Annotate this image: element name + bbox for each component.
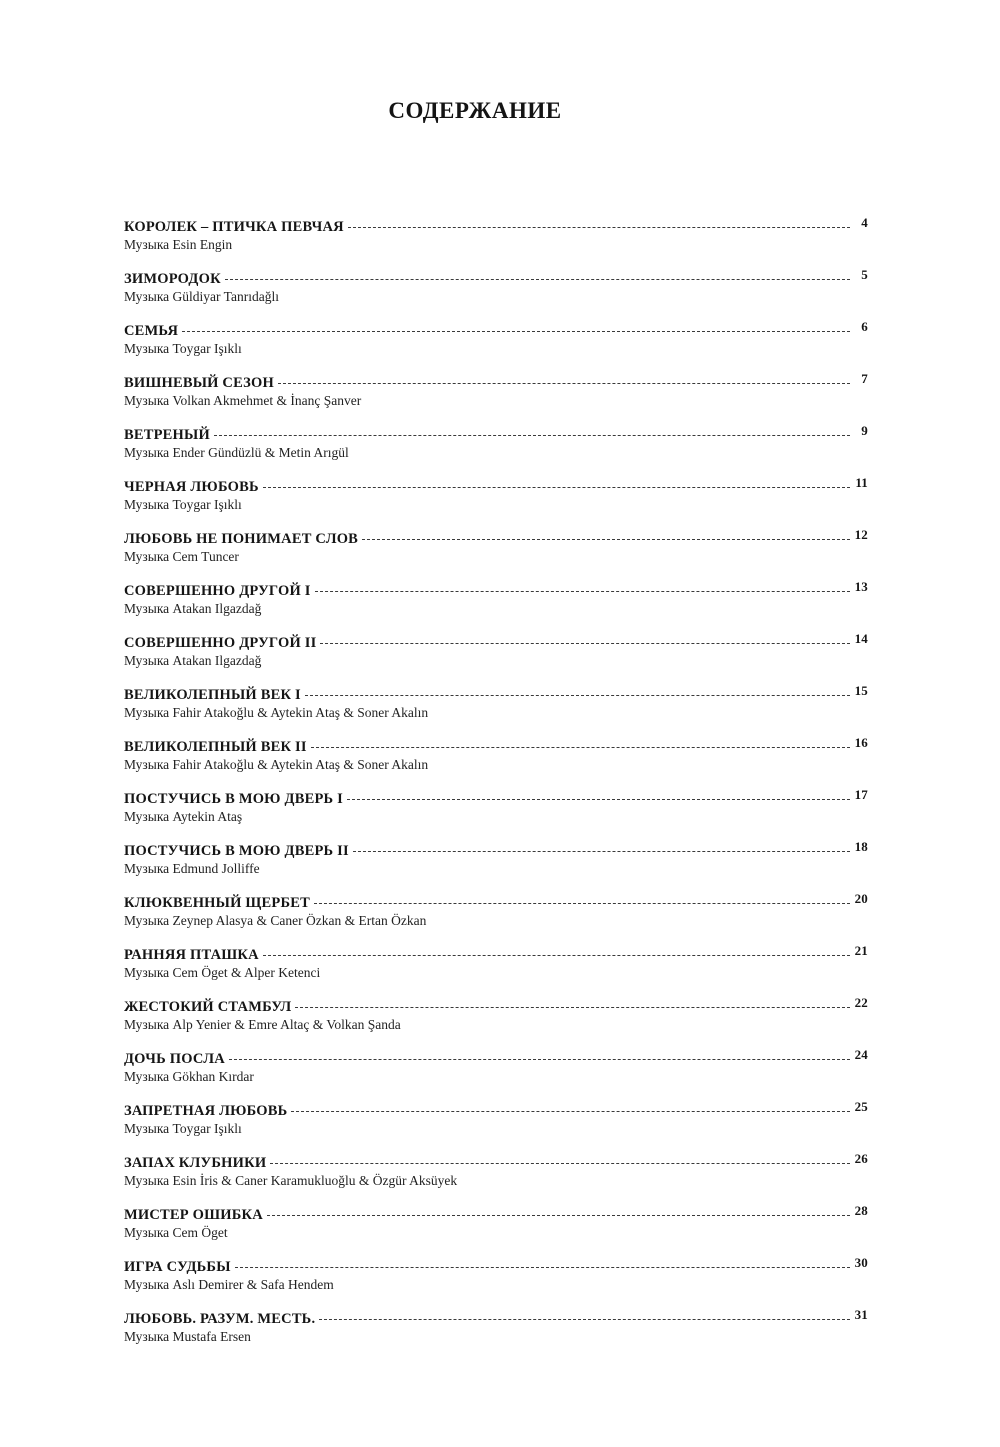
toc-entry-line [124,319,868,340]
toc-entry-page: 30 [854,1255,868,1270]
toc-entry-title: МИСТЕР ОШИБКА [124,1207,263,1223]
toc-entry-composer: Музыка Esin Engin [124,237,233,252]
toc-entry-page: 16 [854,735,868,750]
toc-entry [124,735,868,790]
dotted-leader [278,382,850,384]
toc-entry-composer: Музыка Toygar Işıklı [124,497,242,512]
toc-entry-page: 22 [854,995,868,1010]
toc-entry-line [124,735,868,756]
toc-entry-composer: Музыка Esin İris & Caner Karamukluoğlu & Özgür Aksüyek [124,1173,458,1188]
dotted-leader [214,434,850,436]
toc-entry-title: ЗИМОРОДОК [124,271,221,287]
dotted-leader [235,1266,850,1268]
toc-entry [124,891,868,946]
toc-entry-title: ВЕЛИКОЛЕПНЫЙ ВЕК II [124,739,307,755]
toc-entry-page: 9 [861,423,868,438]
toc-entry [124,683,868,738]
toc-entry-title: ЗАПРЕТНАЯ ЛЮБОВЬ [124,1103,288,1119]
dotted-leader [182,330,850,332]
toc-entry-composer: Музыка Volkan Akmehmet & İnanç Şanver [124,393,362,408]
toc-entry-line [124,943,868,964]
dotted-leader [347,798,850,800]
toc-entry-line [124,839,868,860]
toc-entry-line [124,631,868,652]
toc-entry-line [124,371,868,392]
toc-entry-composer: Музыка Cem Tuncer [124,549,239,564]
toc-entry-page: 21 [854,943,868,958]
dotted-leader [320,642,850,644]
dotted-leader [315,590,850,592]
toc-entry-composer: Музыка Mustafa Ersen [124,1329,251,1344]
toc-entry-composer: Музыка Alp Yenier & Emre Altaç & Volkan Şanda [124,1017,401,1032]
toc-entry-page: 26 [854,1151,868,1166]
toc-entry-title: РАННЯЯ ПТАШКА [124,947,259,963]
dotted-leader [267,1214,850,1216]
toc-entry-title: ВЕЛИКОЛЕПНЫЙ ВЕК I [124,687,301,703]
toc-entry-line [124,1151,868,1172]
toc-entry-page: 18 [854,839,868,854]
toc-entry-title: ЛЮБОВЬ. РАЗУМ. МЕСТЬ. [124,1311,316,1327]
toc-entry [124,371,868,426]
toc-entry [124,631,868,686]
toc-entry-title: ЗАПАХ КЛУБНИКИ [124,1155,267,1171]
dotted-leader [295,1006,850,1008]
dotted-leader [348,226,850,228]
toc-entry-composer: Музыка Fahir Atakoğlu & Aytekin Ataş & Soner Akalın [124,705,429,720]
dotted-leader [291,1110,850,1112]
toc-entry-page: 6 [861,319,868,334]
toc-entry-composer: Музыка Toygar Işıklı [124,341,242,356]
toc-entry-line [124,995,868,1016]
toc-entry-page: 17 [854,787,868,802]
toc-entry-title: ДОЧЬ ПОСЛА [124,1051,225,1067]
toc-entry-page: 14 [854,631,868,646]
toc-entry-line [124,579,868,600]
toc-entry-title: КОРОЛЕК – ПТИЧКА ПЕВЧАЯ [124,219,344,235]
toc-entry-line [124,527,868,548]
toc-entry [124,475,868,530]
toc-entry-composer: Музыка Zeynep Alasya & Caner Özkan & Ertan Özkan [124,913,427,928]
toc-entry-page: 7 [861,371,868,386]
toc-entry-page: 15 [854,683,868,698]
toc-entry-line [124,1255,868,1276]
toc-entry-line [124,475,868,496]
toc-entry-line [124,683,868,704]
toc-entry [124,1255,868,1310]
toc-entry-title: СОВЕРШЕННО ДРУГОЙ II [124,635,317,651]
toc-entry [124,527,868,582]
toc-entry-title: СЕМЬЯ [124,323,179,339]
toc-entry-line [124,1203,868,1224]
toc-entry-composer: Музыка Edmund Jolliffe [124,861,260,876]
dotted-leader [270,1162,850,1164]
toc-entry-title: ПОСТУЧИСЬ В МОЮ ДВЕРЬ II [124,843,349,859]
toc-entry-line [124,423,868,444]
toc-entry [124,943,868,998]
toc-entry [124,319,868,374]
toc-entry-page: 25 [854,1099,868,1114]
toc-entry-page: 4 [861,215,868,230]
toc-entry [124,839,868,894]
toc-entry [124,267,868,322]
toc-entry-page: 5 [861,267,868,282]
toc-entry-title: СОВЕРШЕННО ДРУГОЙ I [124,583,311,599]
toc-entry-composer: Музыка Aslı Demirer & Safa Hendem [124,1277,334,1292]
dotted-leader [353,850,850,852]
toc-entry-page: 20 [854,891,868,906]
toc-entry-line [124,891,868,912]
toc-entry [124,1307,868,1362]
toc-entry-line [124,787,868,808]
toc-entry-title: ВИШНЕВЫЙ СЕЗОН [124,375,274,391]
toc-entry [124,995,868,1050]
toc-entry [124,579,868,634]
toc-entry [124,1151,868,1206]
toc-entry-line [124,1047,868,1068]
toc-entry-composer: Музыка Atakan Ilgazdağ [124,601,262,616]
toc-entry-title: ЛЮБОВЬ НЕ ПОНИМАЕТ СЛОВ [124,531,359,547]
toc-entry-page: 24 [854,1047,868,1062]
toc-entry [124,215,868,270]
toc-entry-composer: Музыка Ender Gündüzlü & Metin Arıgül [124,445,349,460]
toc-entry-line [124,215,868,236]
toc-entry-page: 13 [854,579,868,594]
toc-entry-page: 11 [855,475,868,490]
toc-entry [124,1047,868,1102]
dotted-leader [362,538,850,540]
dotted-leader [305,694,850,696]
toc-entry-composer: Музыка Cem Öget & Alper Ketenci [124,965,321,980]
toc-entry-title: ПОСТУЧИСЬ В МОЮ ДВЕРЬ I [124,791,343,807]
toc-entry-line [124,1307,868,1328]
toc-entry-composer: Музыка Atakan Ilgazdağ [124,653,262,668]
toc-entry [124,1099,868,1154]
toc-entry [124,1203,868,1258]
toc-entry-page: 31 [854,1307,868,1322]
dotted-leader [314,902,850,904]
dotted-leader [319,1318,850,1320]
toc-entry [124,423,868,478]
toc-entry-page: 28 [854,1203,868,1218]
page-title: СОДЕРЖАНИЕ [388,98,562,123]
toc-entry-title: ВЕТРЕНЫЙ [124,427,210,443]
toc-entry-composer: Музыка Gökhan Kırdar [124,1069,254,1084]
dotted-leader [263,486,850,488]
dotted-leader [229,1058,850,1060]
toc-entry-composer: Музыка Aytekin Ataş [124,809,243,824]
table-of-contents [124,215,868,1362]
toc-entry-title: КЛЮКВЕННЫЙ ЩЕРБЕТ [124,895,310,911]
toc-entry [124,787,868,842]
toc-entry-title: ЖЕСТОКИЙ СТАМБУЛ [124,999,292,1015]
dotted-leader [225,278,850,280]
toc-entry-composer: Музыка Güldiyar Tanrıdağlı [124,289,279,304]
toc-entry-composer: Музыка Cem Öget [124,1225,228,1240]
dotted-leader [263,954,850,956]
toc-entry-title: ИГРА СУДЬБЫ [124,1259,231,1275]
toc-entry-line [124,267,868,288]
toc-entry-page: 12 [854,527,868,542]
toc-entry-title: ЧЕРНАЯ ЛЮБОВЬ [124,479,259,495]
toc-entry-composer: Музыка Toygar Işıklı [124,1121,242,1136]
toc-entry-composer: Музыка Fahir Atakoğlu & Aytekin Ataş & Soner Akalın [124,757,429,772]
toc-entry-line [124,1099,868,1120]
dotted-leader [311,746,850,748]
